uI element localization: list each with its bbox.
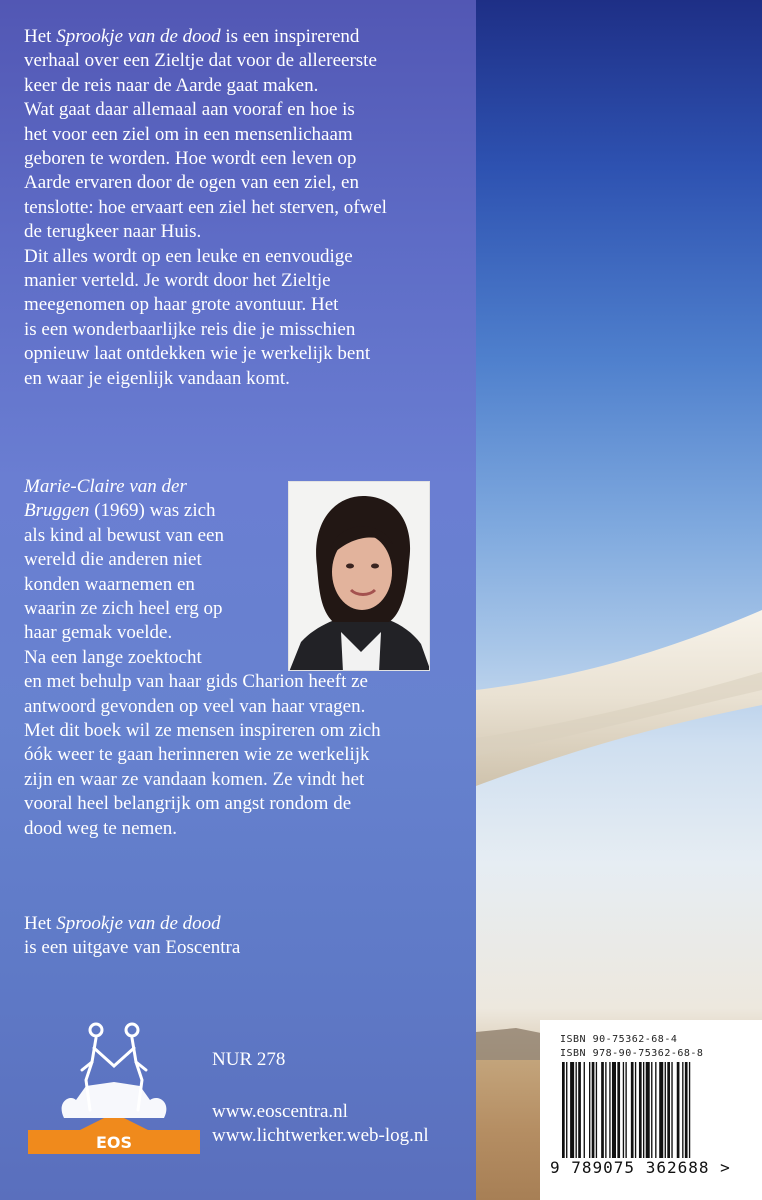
isbn-10: ISBN 90-75362-68-4 [560, 1034, 678, 1045]
blurb-line: Het Sprookje van de dood is een inspirerend [24, 26, 360, 47]
publisher-line: is een uitgave van Eoscentra [24, 937, 241, 959]
bio-line: en met behulp van haar gids Charion heeft ze [24, 671, 368, 693]
blurb-line: tenslotte: hoe ervaart een ziel het sterven, ofwel [24, 196, 387, 218]
website-lichtwerker[interactable]: www.lichtwerker.web-log.nl [212, 1125, 429, 1146]
bio-line: antwoord gevonden op veel van haar vragen. [24, 695, 366, 717]
eos-figures-icon [28, 1018, 200, 1156]
barcode-digits: 9 789075 362688 > [550, 1158, 731, 1177]
bio-line: waarin ze zich heel erg op [24, 598, 223, 620]
blurb-line: keer de reis naar de Aarde gaat maken. [24, 74, 319, 96]
blurb-line: opnieuw laat ontdekken wie je werkelijk bent [24, 343, 371, 365]
blurb-line: het voor een ziel om in een mensenlichaam [24, 123, 353, 145]
blurb-line: meegenomen op haar grote avontuur. Het [24, 294, 339, 316]
blurb-line: en waar je eigenlijk vandaan komt. [24, 367, 290, 389]
author-photo [288, 481, 430, 671]
website-eoscentra[interactable]: www.eoscentra.nl [212, 1101, 348, 1122]
bio-line: wereld die anderen niet [24, 549, 202, 571]
publisher-note [24, 912, 240, 961]
blurb-line: manier verteld. Je wordt door het Zieltje [24, 270, 331, 292]
author-portrait-icon [289, 482, 430, 671]
blurb-line: verhaal over een Zieltje dat voor de allereerste [24, 50, 377, 72]
isbn-13: ISBN 978-90-75362-68-8 [560, 1048, 704, 1059]
eos-logo [28, 1018, 200, 1156]
bio-line: dood weg te nemen. [24, 817, 178, 839]
blurb-line: geboren te worden. Hoe wordt een leven op [24, 148, 357, 170]
barcode-icon [562, 1062, 738, 1158]
bio-line: als kind al bewust van een [24, 524, 224, 546]
publisher-line: Het Sprookje van de dood [24, 913, 221, 934]
blurb-line: is een wonderbaarlijke reis die je misschien [24, 318, 356, 340]
bio-line: Met dit boek wil ze mensen inspireren om zich [24, 720, 381, 742]
bio-line: Bruggen (1969) was zich [24, 500, 216, 522]
bio-line: Marie-Claire van der [24, 476, 187, 497]
bio-line: zijn en waar ze vandaan komen. Ze vindt het [24, 768, 365, 790]
blurb-text [24, 25, 387, 391]
blurb-line: de terugkeer naar Huis. [24, 221, 202, 243]
bio-line: haar gemak voelde. [24, 622, 173, 644]
nur-code: NUR 278 [212, 1049, 286, 1070]
blurb-line: Aarde ervaren door de ogen van een ziel, en [24, 172, 359, 194]
bio-line: óók weer te gaan herinneren wie ze werkelijk [24, 744, 370, 766]
blurb-line: Dit alles wordt op een leuke en eenvoudige [24, 245, 353, 267]
barcode-label [540, 1020, 762, 1200]
bio-line: Na een lange zoektocht [24, 646, 202, 668]
blurb-line: Wat gaat daar allemaal aan vooraf en hoe is [24, 99, 355, 121]
bio-line: konden waarnemen en [24, 573, 195, 595]
eos-logo-text: EOS [95, 1133, 133, 1152]
bio-line: vooral heel belangrijk om angst rondom de [24, 793, 352, 815]
